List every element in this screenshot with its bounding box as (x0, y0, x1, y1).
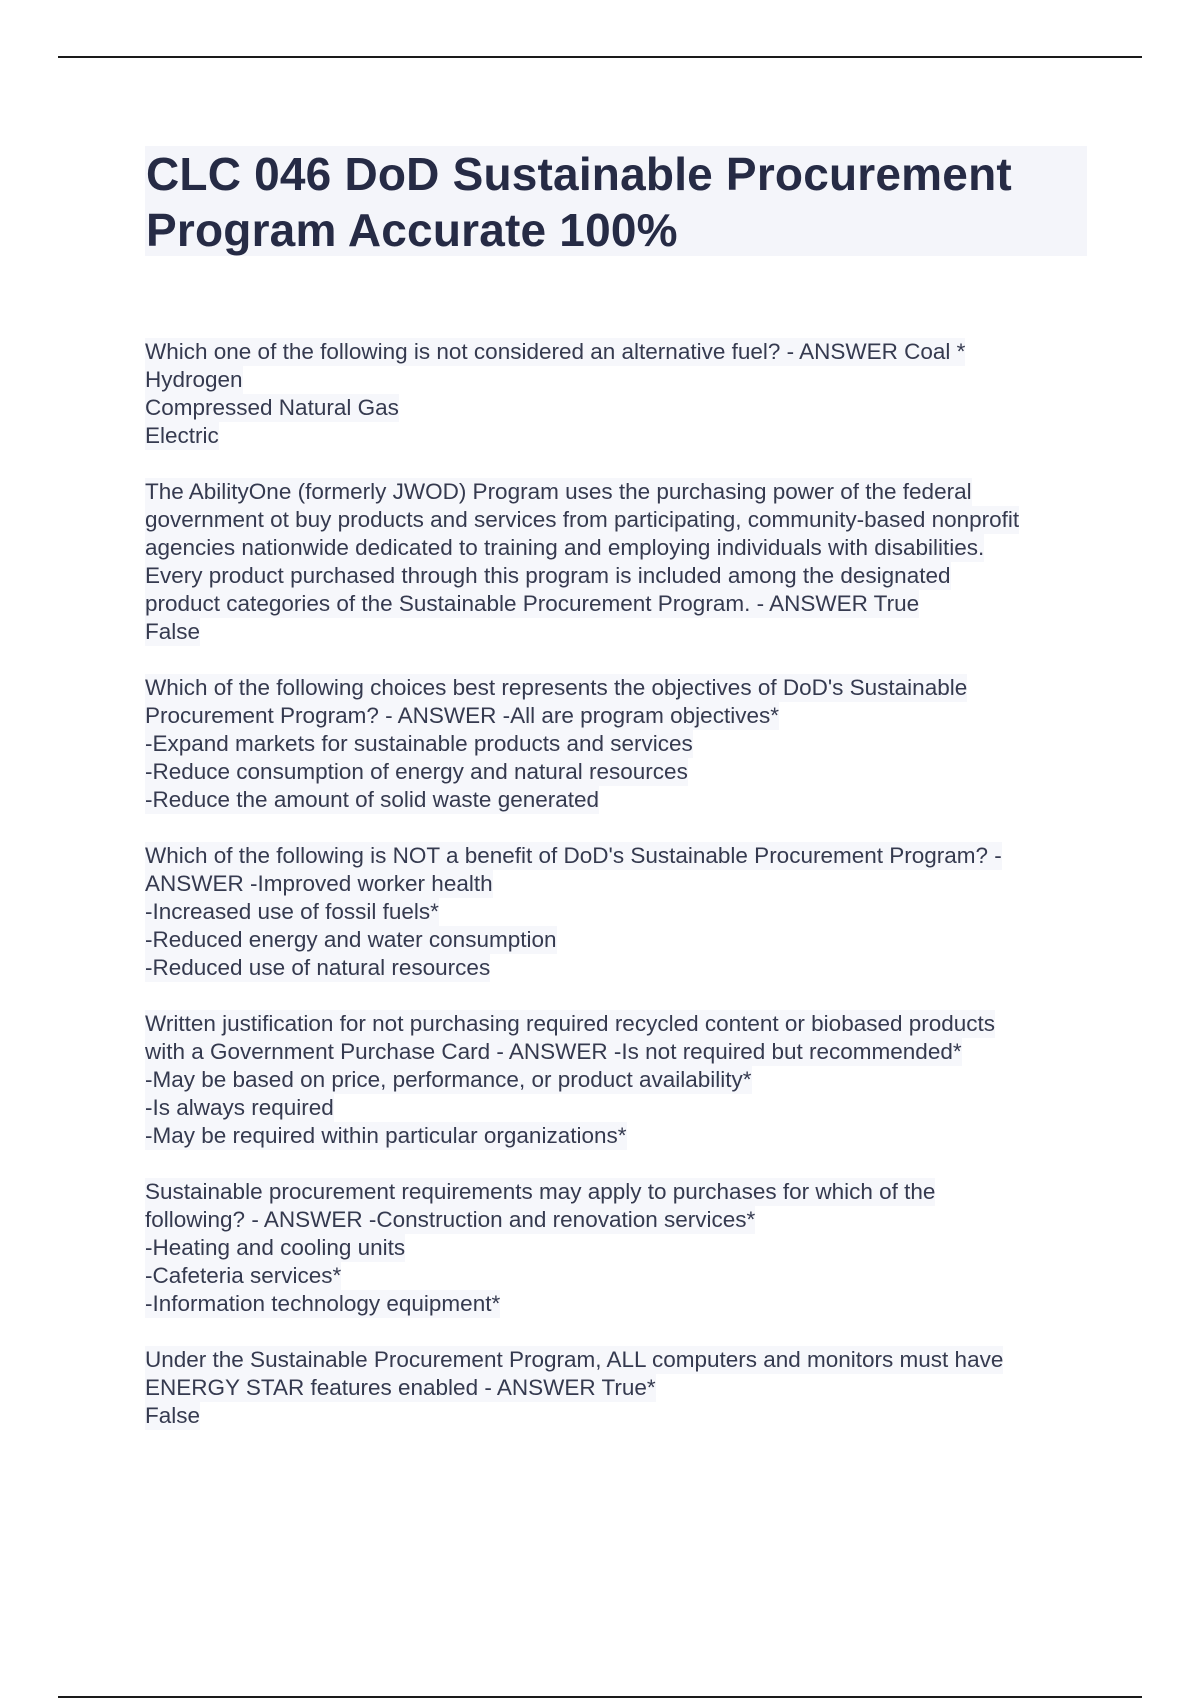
question-text-line: -May be required within particular organizations* (145, 1123, 627, 1148)
title-line-1: CLC 046 DoD Sustainable Procurement (146, 148, 1012, 200)
question-text-line: False (145, 1403, 201, 1428)
question-text-line: Sustainable procurement requirements may apply to purchases for which of the (145, 1179, 936, 1204)
question-block (145, 478, 1105, 646)
question-text-line: -Reduced energy and water consumption (145, 927, 557, 952)
question-block (145, 842, 1105, 982)
question-text-line: False (145, 619, 201, 644)
question-text-line: -Expand markets for sustainable products and services (145, 731, 693, 756)
question-text-line: Which of the following is NOT a benefit of DoD's Sustainable Procurement Program? - (145, 843, 1002, 868)
question-text-line: following? - ANSWER -Construction and renovation services* (145, 1207, 756, 1232)
question-text-line: Which of the following choices best represents the objectives of DoD's Sustainable (145, 675, 968, 700)
question-text-line: -Reduced use of natural resources (145, 955, 491, 980)
question-text-line: -Heating and cooling units (145, 1235, 406, 1260)
question-text-line: -Is always required (145, 1095, 334, 1120)
top-rule (58, 56, 1142, 58)
question-text-line: agencies nationwide dedicated to training and employing individuals with disabilities. (145, 535, 985, 560)
question-text-line: ENERGY STAR features enabled - ANSWER True* (145, 1375, 656, 1400)
title-block (145, 146, 1087, 256)
question-block (145, 1010, 1105, 1150)
question-text-line: government ot buy products and services from participating, community-based nonprofit (145, 507, 1020, 532)
question-text-line: -Increased use of fossil fuels* (145, 899, 439, 924)
question-text-line: -Reduce the amount of solid waste generated (145, 787, 600, 812)
question-text-line: Every product purchased through this program is included among the designated (145, 563, 951, 588)
question-list (145, 338, 1105, 1458)
question-block (145, 338, 1105, 450)
question-text-line: ANSWER -Improved worker health (145, 871, 493, 896)
question-text-line: -May be based on price, performance, or product availability* (145, 1067, 752, 1092)
document-title (145, 146, 1087, 258)
question-text-line: Which one of the following is not considered an alternative fuel? - ANSWER Coal * (145, 339, 966, 364)
question-text-line: Hydrogen (145, 367, 243, 392)
bottom-rule (58, 1696, 1142, 1698)
question-text-line: Compressed Natural Gas (145, 395, 399, 420)
question-text-line: with a Government Purchase Card - ANSWER -Is not required but recommended* (145, 1039, 962, 1064)
question-block (145, 1346, 1105, 1430)
question-block (145, 674, 1105, 814)
question-text-line: product categories of the Sustainable Procurement Program. - ANSWER True (145, 591, 920, 616)
title-line-2: Program Accurate 100% (146, 204, 678, 256)
question-text-line: -Information technology equipment* (145, 1291, 501, 1316)
question-text-line: Electric (145, 423, 219, 448)
question-text-line: -Cafeteria services* (145, 1263, 342, 1288)
question-text-line: Procurement Program? - ANSWER -All are program objectives* (145, 703, 779, 728)
question-text-line: Written justification for not purchasing required recycled content or biobased products (145, 1011, 996, 1036)
question-text-line: The AbilityOne (formerly JWOD) Program uses the purchasing power of the federal (145, 479, 972, 504)
question-text-line: -Reduce consumption of energy and natural resources (145, 759, 688, 784)
question-text-line: Under the Sustainable Procurement Program, ALL computers and monitors must have (145, 1347, 1004, 1372)
question-block (145, 1178, 1105, 1318)
